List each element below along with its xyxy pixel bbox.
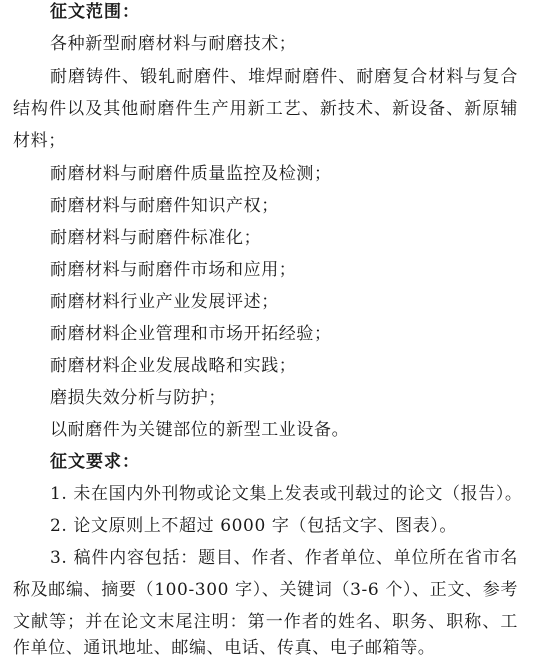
requirement-item: 2. 论文原则上不超过 6000 字（包括文字、图表）。 xyxy=(50,516,457,536)
scope-item: 耐磨材料与耐磨件标准化； xyxy=(50,228,262,248)
scope-item: 磨损失效分析与防护； xyxy=(50,388,226,408)
scope-item: 耐磨材料企业发展战略和实践； xyxy=(50,356,297,376)
scope-item: 结构件以及其他耐磨件生产用新工艺、新技术、新设备、新原辅 xyxy=(13,99,518,119)
requirement-item: 称及邮编、摘要（100-300 字）、关键词（3-6 个）、正文、参考 xyxy=(13,580,518,600)
requirement-item: 3. 稿件内容包括：题目、作者、作者单位、单位所在省市名 xyxy=(50,548,518,568)
scope-item: 以耐磨件为关键部位的新型工业设备。 xyxy=(50,420,350,440)
requirement-item: 1. 未在国内外刊物或论文集上发表或刊载过的论文（报告）。 xyxy=(50,484,523,504)
requirement-item: 作单位、通讯地址、邮编、电话、传真、电子邮箱等。 xyxy=(13,638,436,658)
scope-item: 耐磨材料与耐磨件知识产权； xyxy=(50,196,279,216)
scope-item: 耐磨材料企业管理和市场开拓经验； xyxy=(50,324,332,344)
scope-item: 材料； xyxy=(13,131,66,151)
scope-item: 耐磨材料行业产业发展评述； xyxy=(50,292,279,312)
scope-item: 各种新型耐磨材料与耐磨技术； xyxy=(50,34,297,54)
requirement-item: 文献等；并在论文末尾注明：第一作者的姓名、职务、职称、工 xyxy=(13,612,518,632)
scope-item: 耐磨材料与耐磨件质量监控及检测； xyxy=(50,164,332,184)
requirements-heading: 征文要求： xyxy=(50,452,140,472)
scope-heading: 征文范围： xyxy=(50,2,140,22)
scope-item: 耐磨材料与耐磨件市场和应用； xyxy=(50,260,297,280)
scope-item: 耐磨铸件、锻轧耐磨件、堆焊耐磨件、耐磨复合材料与复合 xyxy=(50,67,518,87)
